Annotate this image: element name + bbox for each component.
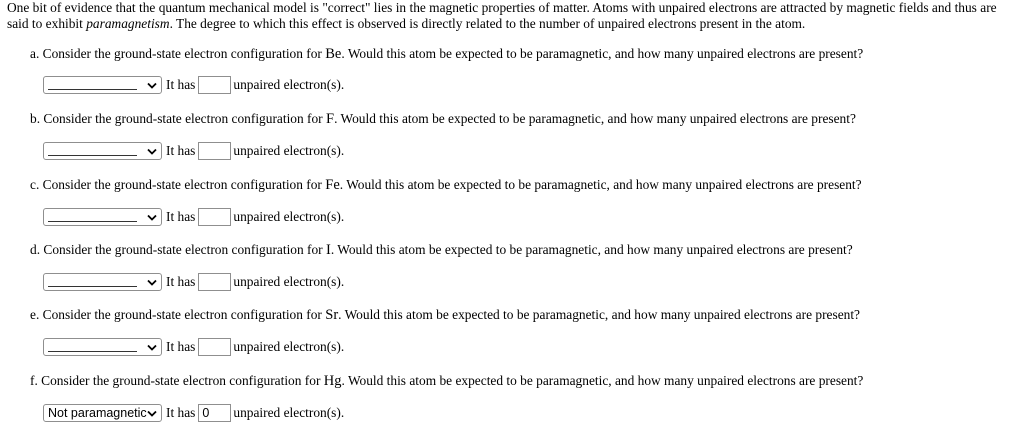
paramagnetic-select-e[interactable]: [43, 338, 162, 356]
it-has-label: It has: [166, 77, 196, 92]
it-has-label: It has: [166, 405, 196, 420]
select-blank-placeholder: [48, 212, 137, 222]
unpaired-count-input-c[interactable]: [198, 208, 231, 226]
question-suffix: . Would this atom be expected to be paramagnetic, and how many unpaired electrons are present?: [334, 111, 856, 126]
question-b: [30, 111, 1020, 127]
paramagnetism-term: paramagnetism: [86, 16, 170, 31]
answer-row-c: [43, 207, 344, 227]
question-c: [30, 177, 1020, 193]
unit-label: unpaired electron(s).: [233, 274, 345, 289]
question-suffix: . Would this atom be expected to be paramagnetic, and how many unpaired electrons are present?: [330, 242, 853, 257]
unpaired-count-input-d[interactable]: [198, 273, 231, 291]
unpaired-count-input-a[interactable]: [198, 76, 231, 94]
answer-row-d: [43, 272, 344, 292]
select-value: Not paramagnetic: [48, 406, 147, 420]
paramagnetic-select-f[interactable]: [43, 404, 162, 422]
paramagnetic-select-b[interactable]: [43, 142, 162, 160]
question-suffix: . Would this atom be expected to be paramagnetic, and how many unpaired electrons are present?: [341, 46, 864, 61]
question-e: [30, 307, 1020, 323]
intro-paragraph: [7, 0, 1019, 32]
chevron-down-icon: [147, 277, 157, 287]
unpaired-count-input-e[interactable]: [198, 338, 231, 356]
question-prefix: a. Consider the ground-state electron configuration for: [30, 46, 326, 61]
question-suffix: . Would this atom be expected to be paramagnetic, and how many unpaired electrons are present?: [341, 373, 864, 388]
it-has-label: It has: [166, 274, 196, 289]
question-prefix: b. Consider the ground-state electron configuration for: [30, 111, 326, 126]
question-prefix: c. Consider the ground-state electron configuration for: [30, 177, 326, 192]
question-d: [30, 242, 1020, 258]
it-has-label: It has: [166, 209, 196, 224]
chevron-down-icon: [147, 80, 157, 90]
chevron-down-icon: [147, 408, 157, 418]
element-symbol: I: [326, 242, 331, 258]
chevron-down-icon: [147, 212, 157, 222]
unit-label: unpaired electron(s).: [233, 143, 345, 158]
answer-row-f: [43, 403, 344, 423]
question-suffix: . Would this atom be expected to be paramagnetic, and how many unpaired electrons are present?: [338, 307, 860, 322]
element-symbol: Fe: [325, 177, 340, 193]
unit-label: unpaired electron(s).: [233, 77, 345, 92]
question-f: [30, 373, 1020, 389]
element-symbol: F: [326, 111, 335, 127]
it-has-label: It has: [166, 339, 196, 354]
chevron-down-icon: [147, 342, 157, 352]
select-blank-placeholder: [48, 277, 137, 287]
element-symbol: Hg: [323, 373, 342, 389]
element-symbol: Sr: [325, 307, 339, 323]
answer-row-e: [43, 337, 344, 357]
chevron-down-icon: [147, 146, 157, 156]
intro-text: One bit of evidence that the quantum mechanical model is "correct" lies in the magnetic properties of matter. Atoms with unpaired electrons are attracted by magnetic fields and thus are said to exhibit: [7, 0, 997, 31]
unpaired-count-input-b[interactable]: [198, 142, 231, 160]
question-a: [30, 46, 1020, 62]
question-prefix: f. Consider the ground-state electron configuration for: [30, 373, 324, 388]
it-has-label: It has: [166, 143, 196, 158]
element-symbol: Be: [325, 46, 342, 62]
select-blank-placeholder: [48, 342, 137, 352]
paramagnetic-select-d[interactable]: [43, 273, 162, 291]
question-prefix: e. Consider the ground-state electron configuration for: [30, 307, 326, 322]
intro-text-end: . The degree to which this effect is observed is directly related to the number of unpaired electrons present in the atom.: [169, 16, 806, 31]
unit-label: unpaired electron(s).: [233, 209, 345, 224]
unit-label: unpaired electron(s).: [233, 339, 345, 354]
paramagnetic-select-a[interactable]: [43, 76, 162, 94]
question-prefix: d. Consider the ground-state electron configuration for: [30, 242, 326, 257]
answer-row-b: [43, 141, 344, 161]
unpaired-count-input-f[interactable]: 0: [198, 404, 231, 422]
select-blank-placeholder: [48, 80, 137, 90]
select-blank-placeholder: [48, 146, 137, 156]
unit-label: unpaired electron(s).: [233, 405, 345, 420]
paramagnetic-select-c[interactable]: [43, 208, 162, 226]
answer-row-a: [43, 75, 344, 95]
question-suffix: . Would this atom be expected to be paramagnetic, and how many unpaired electrons are present?: [339, 177, 862, 192]
